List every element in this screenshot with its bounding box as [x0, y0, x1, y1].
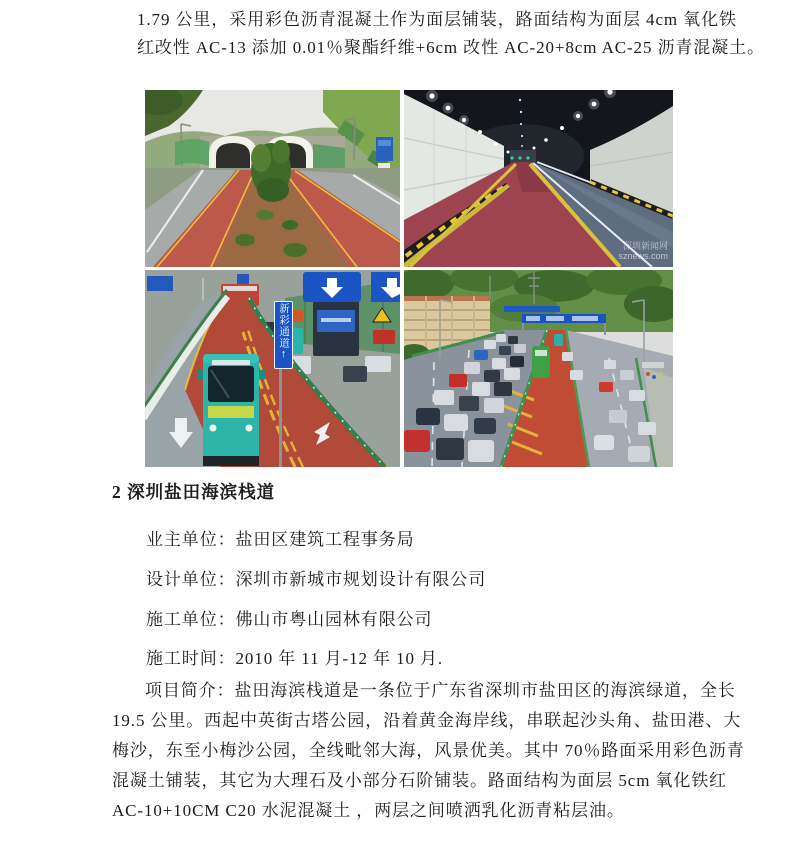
summary-line-3: 梅沙，东至小梅沙公园，全线毗邻大海，风景优美。其中 70％路面采用彩色沥青 — [112, 741, 745, 760]
bus-lane-vertical-sign — [274, 301, 293, 369]
field-designer — [146, 565, 486, 590]
watermark-line-1: 深圳新闻网 — [622, 241, 668, 251]
field-construction-time — [146, 644, 443, 669]
summary-line-4: 混凝土铺装，其它为大理石及小部分石阶铺装。路面结构为面层 5cm 氧化铁红 — [112, 771, 728, 790]
summary-line-2: 19.5 公里。西起中英街古塔公园，沿着黄金海岸线，串联起沙头角、盐田港、大 — [112, 711, 742, 730]
field-contractor — [146, 605, 432, 630]
photo-highway — [404, 270, 673, 467]
field-label: 设计单位： — [146, 570, 236, 589]
tunnel-portals-illustration — [145, 90, 400, 267]
vertical-sign-text: 新彩通道 — [278, 303, 290, 349]
summary-line-5: AC-10+10CM C20 水泥混凝土 ，两层之间喷洒乳化沥青粘层油。 — [112, 801, 625, 820]
intro-paragraph — [137, 6, 765, 62]
up-arrow-icon: ↑ — [280, 348, 287, 360]
summary-paragraph — [112, 676, 745, 826]
bus-lane-illustration — [145, 270, 400, 467]
intro-line-2: 红改性 AC-13 添加 0.01％聚酯纤维+6cm 改性 AC-20+8cm AC-25 沥青混凝土。 — [137, 38, 765, 57]
field-label: 施工单位： — [146, 610, 236, 629]
field-label: 业主单位： — [146, 530, 236, 549]
section-heading: 2 深圳盐田海滨栈道 — [112, 482, 276, 502]
photo-tunnel-interior — [404, 90, 673, 267]
field-label: 施工时间： — [146, 649, 236, 668]
photo-bus-lane — [145, 270, 400, 467]
field-value: 2010 年 11 月-12 年 10 月. — [235, 649, 444, 668]
summary-line-1: 项目简介：盐田海滨栈道是一条位于广东省深圳市盐田区的海滨绿道，全长 — [145, 681, 736, 700]
teal-bus — [197, 354, 265, 466]
field-value: 盐田区建筑工程事务局 — [235, 530, 415, 549]
highway-illustration — [404, 270, 673, 467]
photo-watermark — [618, 241, 668, 261]
field-value: 深圳市新城市规划设计有限公司 — [235, 570, 487, 589]
field-value: 佛山市粤山园林有限公司 — [235, 610, 433, 629]
field-owner — [146, 525, 415, 550]
watermark-line-2: sznews.com — [618, 251, 668, 261]
photo-tunnel-portals — [145, 90, 400, 267]
intro-line-1: 1.79 公里，采用彩色沥青混凝土作为面层铺装，路面结构为面层 4cm 氧化铁 — [137, 10, 737, 29]
